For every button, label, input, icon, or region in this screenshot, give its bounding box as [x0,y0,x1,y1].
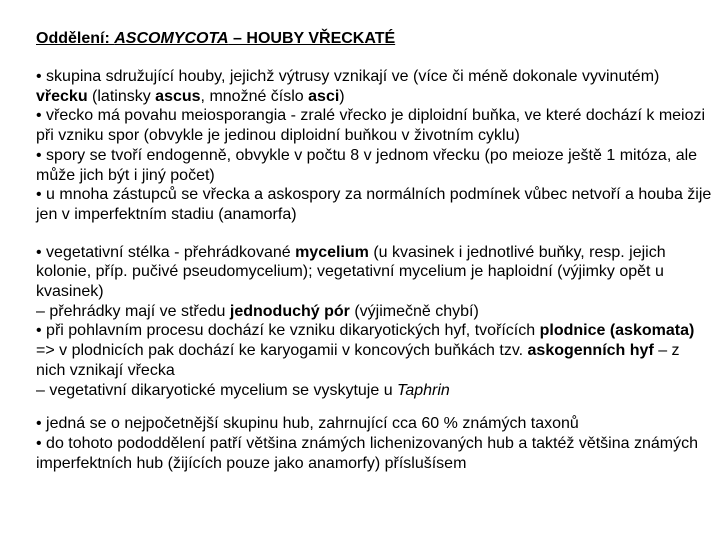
bullet-subdivision: • do tohoto pododdělení patří většina známých lichenizovaných hub a taktéž většina známých imperfektních hub (žijících pouze jako anamorfy) příslušísem [36,434,698,472]
title-taxon: ASCOMYCOTA [114,30,229,47]
section-ascus [36,67,712,225]
page-title [36,29,712,48]
slide-content [36,29,712,473]
section-mycelium [36,243,712,401]
line-septa: – přehrádky mají ve středu jednoduchý pór (výjimečně chybí) [36,302,479,320]
bullet-anamorph: • u mnoha zástupců se vřecka a askospory za normálních podmínek vůbec netvoří a houba žije jen v imperfektním stadiu (anamorfa) [36,186,712,223]
title-prefix: Oddělení: [36,30,115,47]
section-diversity [36,414,712,473]
bullet-meiosporangium: • vřecko má povahu meiosporangia - zralé vřecko je diploidní buňka, ve které dochází k meiozi při vzniku spor (obvykle je jedinou diploidní buňkou v životním cyklu) [36,107,706,145]
line-taphrina: – vegetativní dikaryotické mycelium se vyskytuje u Taphrin [36,381,450,399]
bullet-largest-group: • jedná se o nejpočetnější skupinu hub, zahrnující cca 60 % známých taxonů [36,415,579,433]
title-suffix: – HOUBY VŘECKATÉ [228,30,396,47]
bullet-ascus-definition: • skupina sdružující houby, jejichž výtrusy vznikají ve (více či méně dokonale vyvinutém) vřecku (latinsky ascus, množné číslo asci) [36,68,660,105]
bullet-spores: • spory se tvoří endogenně, obvykle v počtu 8 v jednom vřecku (po meioze ještě 1 mitóza, ale může jich být i jiný počet) [36,146,698,184]
bullet-sexual-process: • při pohlavním procesu dochází ke vzniku dikaryotických hyf, tvořících plodnice (askomata) => v plodnicích pak dochází ke karyogamii v koncových buňkách tzv. askogenních hyf – z nich vznikají vřecka [36,322,695,379]
bullet-vegetative-thallus: • vegetativní stélka - přehrádkované mycelium (u kvasinek i jednotlivé buňky, resp. jejich kolonie, příp. pučivé pseudomycelium); vegetativní mycelium je haploidní (výjimky opět u kvasinek) [36,243,666,301]
